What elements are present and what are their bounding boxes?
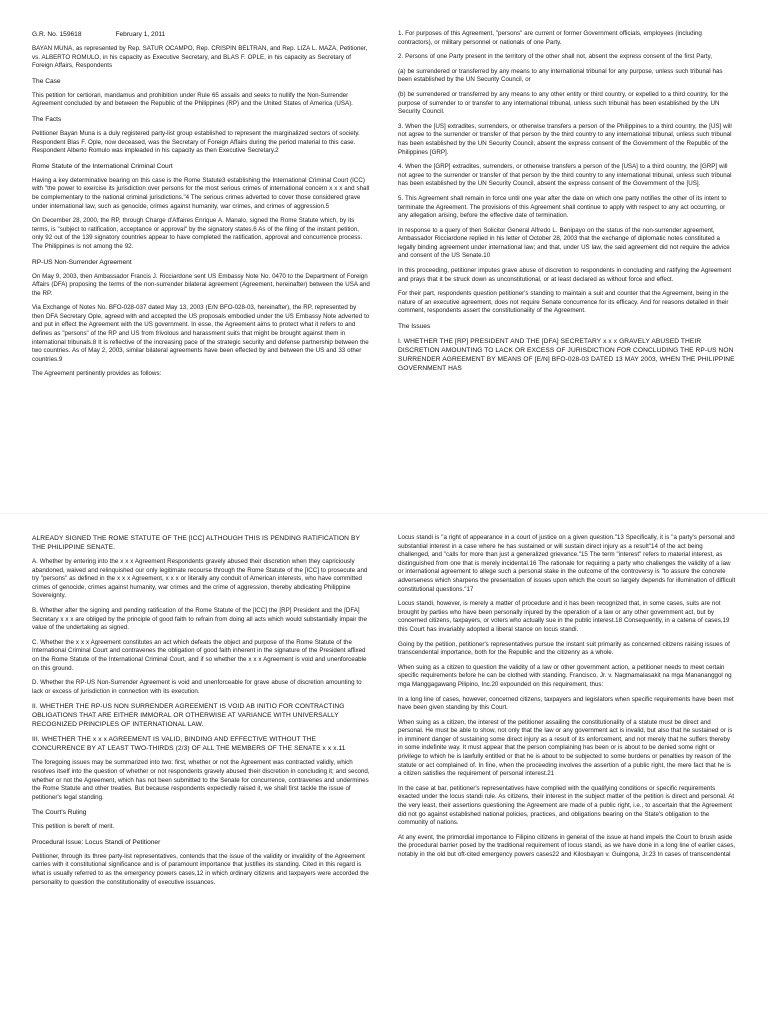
paragraph: In response to a query of then Solicitor General Alfredo L. Benipayo on the status of the non-surrender agreement, Ambassador Ricciardone replied in his letter of October 28, 2003 that the exchange of diplomatic notes constituted a legally binding agreement under international law; and that, under US law, the said agreement did not require the advice and consent of the US Senate.10 <box>398 226 730 260</box>
paragraph: On May 9, 2003, then Ambassador Francis J. Ricciardone sent US Embassy Note No. 0470 to the Department of Foreign Affairs (DFA) proposing the terms of the non-surrender bilateral agreement (Agreement, hereinafter) between the USA and the RP. <box>32 272 370 297</box>
issue-two: II. WHETHER THE RP-US NON SURRENDER AGREEMENT IS VOID AB INITIO FOR CONTRACTING OBLIGATIONS THAT ARE EITHER IMMORAL OR OTHERWISE AT VARIANCE WITH UNIVERSALLY RECOGNIZED PRINCIPLES OF INTERNATIONAL LAW. <box>32 703 345 729</box>
paragraph: On December 28, 2000, the RP, through Charge d'Affaires Enrique A. Manalo, signed the Rome Statute which, by its terms, is "subject to ratification, acceptance or approval" by the signatory states.6 As of the filing of the instant petition, only 92 out of the 139 signatory countries appear to have completed the ratification, approval and concurrence process. The Philippines is not among the 92. <box>32 217 363 250</box>
heading-courts-ruling: The Court's Ruling <box>32 809 87 817</box>
heading-the-case: The Case <box>32 77 61 85</box>
decision-date: February 1, 2011 <box>115 31 166 38</box>
paragraph: 5. This Agreement shall remain in force until one year after the date on which one party notifies the other of its intent to terminate the Agreement. The provisions of this Agreement shall continue to apply with respect to any act occurring, or any allegation arising, before the effective date of termination. <box>398 194 727 220</box>
paragraph: The foregoing issues may be summarized into two: first, whether or not the Agreement was contracted validly, which resolves itself into the question of whether or not respondents gravely abused their discretion in concluding it; and second, whether or not the Agreement, which has not been submitted to the Senate for concurrence, contravenes and undermines the Rome Statute and other treaties. But because respondents expectedly raised it, we shall first tackle the issue of petitioner's legal standing. <box>32 759 370 801</box>
paragraph: 2. Persons of one Party present in the territory of the other shall not, absent the express consent of the first Party, <box>398 53 712 61</box>
paragraph: When suing as a citizen, the interest of the petitioner assailing the constitutionality of a statute must be direct and personal. He must be able to show, not only that the law or any government act is invalid, but also that he sustained or is in imminent danger of sustaining some direct injury as a result of its enforcement, and not merely that he suffers thereby in some indefinite way. It must appear that the person complaining has been or is about to be denied some right or privilege to which he is lawfully entitled or that he is about to be subjected to some burdens or penalties by reason of the statute or act complained of. In fine, when the proceeding involves the assertion of a public right, the mere fact that he is a citizen satisfies the requirement of personal interest.21 <box>398 718 733 778</box>
paragraph: A. Whether by entering into the x x x Agreement Respondents gravely abused their discretion when they capriciously abandoned, waived and relinquished our only legitimate recourse through the Rome Statute of the [ICC] to prosecute and try "persons" as defined in the x x x Agreement, x x x or literally any conduit of American interests, who have committed crimes of genocide, crimes against humanity, war crimes and the crime of aggression, thereby abdicating Philippine Sovereignty. <box>32 558 368 600</box>
page-divider <box>0 513 768 514</box>
paragraph: This petition for certiorari, mandamus and prohibition under Rule 65 assails and seeks to nullify the Non-Surrender Agreement concluded by and between the Republic of the Philippines (RP) and the United States of America (USA). <box>32 91 353 108</box>
heading-the-issues: The Issues <box>398 323 431 331</box>
paragraph: Petitioner Bayan Muna is a duly registered party-list group established to represent the marginalized sectors of society. Respondent Blas F. Ople, now deceased, was the Secretary of Foreign Affairs during the period material to this case. Respondent Alberto Romulo was impleaded in his capacity as then Executive Secretary.2 <box>32 129 360 155</box>
paragraph: C. Whether the x x x Agreement constitutes an act which defeats the object and purpose of the Rome Statute of the International Criminal Court and contravenes the obligation of good faith inherent in the signature of the President affixed on the Rome Statute of the International Criminal Court, and if so whether the x x x Agreement is void and unenforceable on this ground. <box>32 638 367 672</box>
paragraph: In the case at bar, petitioner's representatives have complied with the qualifying conditions or specific requirements exacted under the locus standi rule. As citizens, their interest in the subject matter of the petition is direct and personal. At the very least, their assertions questioning the Agreement are made of a public right, i.e., to ascertain that the Agreement did not go against established national policies, practices, and obligations bearing on the State's obligation to the community of nations. <box>398 784 735 827</box>
paragraph: Petitioner, through its three party-list representatives, contends that the issue of the validity or invalidity of the Agreement carries with it constitutional significance and is of paramount importance that justifies its standing. Cited in this regard is what is usually referred to as the emergency powers cases,12 in which ordinary citizens and taxpayers were accorded the personality to question the constitutionality of executive issuances. <box>32 852 369 886</box>
heading-the-facts: The Facts <box>32 115 62 123</box>
heading-locus-standi: Procedural Issue: Locus Standi of Petitioner <box>32 838 161 846</box>
heading-rome-statute: Rome Statute of the International Criminal Court <box>32 162 173 170</box>
paragraph: B. Whether after the signing and pending ratification of the Rome Statute of the [ICC] the [RP] President and the [DFA] Secretary x x x are obliged by the principle of good faith to refrain from doing all acts which would substantially impair the value of the undertaking as signed. <box>32 606 367 632</box>
paragraph: When suing as a citizen to question the validity of a law or other government action, a petitioner needs to meet certain specific requirements before he can be clothed with standing. Francisco, Jr. v. Nagmamalasakit na mga Manananggol ng mga Manggagawang Pilipino, Inc.20 expounded on this requirement, thus: <box>398 663 732 688</box>
paragraph: 1. For purposes of this Agreement, "persons" are current or former Government officials, employees (including contractors), or military personnel or nationals of one Party. <box>398 30 702 46</box>
column-top-right <box>398 30 736 500</box>
paragraph: 4. When the [GRP] extradites, surrenders, or otherwise transfers a person of the [USA] to a third country, the [GRP] will not agree to the surrender or transfer of that person by the third country to any international tribunal, unless such tribunal has been established by the UN Security Council, absent the express consent of the Government of the [US]. <box>398 163 732 188</box>
paragraph: D. Whether the RP-US Non-Surrender Agreement is void and unenforceable for grave abuse of discretion amounting to lack or excess of jurisdiction in connection with its execution. <box>32 679 362 695</box>
column-top-left <box>32 30 370 500</box>
issue-one-continued: ALREADY SIGNED THE ROME STATUTE OF THE [ICC] ALTHOUGH THIS IS PENDING RATIFICATION BY THE PHILIPPINE SENATE. <box>32 535 360 551</box>
parties: BAYAN MUNA, as represented by Rep. SATUR OCAMPO, Rep. CRISPIN BELTRAN, and Rep. LIZA L. MAZA, Petitioner, vs. ALBERTO ROMULO, in his capacity as Executive Secretary, and BLAS F. OPLE, in his capacity as Secretary of Foreign Affairs, Respondents <box>32 45 368 70</box>
paragraph: The Agreement pertinently provides as follows: <box>32 370 162 378</box>
column-bottom-left <box>32 534 370 1012</box>
paragraph: This petition is bereft of merit. <box>32 823 115 831</box>
paragraph: For their part, respondents question petitioner's standing to maintain a suit and counter that the Agreement, being in the nature of an executive agreement, does not require Senate concurrence for its efficacy. And for reasons detailed in their comment, respondents assert the constitutionality of the Agreement. <box>398 290 729 315</box>
paragraph: Locus standi, however, is merely a matter of procedure and it has been recognized that, in some cases, suits are not brought by parties who have been personally injured by the operation of a law or any other government act, but by concerned citizens, taxpayers, or voters who actually sue in the public interest.18 Consequently, in a catena of cases,19 this Court has invariably adopted a liberal stance on locus standi. <box>398 600 730 633</box>
paragraph: In this proceeding, petitioner imputes grave abuse of discretion to respondents in concluding and ratifying the Agreement and prays that it be struck down as unconstitutional, or at least declared as without force and effect. <box>398 267 732 283</box>
case-header <box>32 30 370 39</box>
paragraph: (b) be surrendered or transferred by any means to any other entity or third country, or expelled to a third country, for the purpose of surrender to or transfer to any international tribunal, unless such tribunal has been established by the UN Security Council. <box>398 90 729 116</box>
paragraph: At any event, the primordial importance to Filipino citizens in general of the issue at hand impels the Court to brush aside the procedural barrier posed by the traditional requirement of locus standi, as we have done in a long line of earlier cases, notably in the old but oft-cited emergency powers cases22 and Kilosbayan v. Guingona, Jr.23 In cases of transcendental <box>398 833 736 858</box>
paragraph: Locus standi is "a right of appearance in a court of justice on a given question."13 Specifically, it is "a party's personal and substantial interest in a case where he has sustained or will sustain direct injury as a result"14 of the act being challenged, and "calls for more than just a generalized grievance."15 The term "interest" refers to material interest, as distinguished from one that is merely incidental.16 The rationale for requiring a party who challenges the validity of a law or international agreement to allege such a personal stake in the outcome of the controversy is "to assure the concrete adverseness which sharpens the presentation of issues upon which the court so largely depends for illumination of difficult constitutional questions."17 <box>398 534 736 593</box>
issue-one: I. WHETHER THE [RP] PRESIDENT AND THE [DFA] SECRETARY x x x GRAVELY ABUSED THEIR DISCRETION AMOUNTING TO LACK OR EXCESS OF JURISDICTION FOR CONCLUDING THE RP-US NON SURRENDER AGREEMENT BY MEANS OF [E/N] BFO-028-03 DATED 13 MAY 2003, WHEN THE PHILIPPINE GOVERNMENT HAS <box>398 338 735 373</box>
heading-non-surrender-agreement: RP-US Non-Surrender Agreement <box>32 258 132 266</box>
paragraph: Going by the petition, petitioner's representatives pursue the instant suit primarily as concerned citizens raising issues of transcendental importance, both for the Republic and the citizenry as a whole. <box>398 640 730 657</box>
issue-three: III. WHETHER THE x x x AGREEMENT IS VALID, BINDING AND EFFECTIVE WITHOUT THE CONCURRENCE BY AT LEAST TWO-THIRDS (2/3) OF ALL THE MEMBERS OF THE SENATE x x x.11 <box>32 736 346 753</box>
paragraph: (a) be surrendered or transferred by any means to any international tribunal for any purpose, unless such tribunal has been established by the UN Security Council, or <box>398 67 723 84</box>
column-bottom-right <box>398 534 736 1012</box>
paragraph: 3. When the [US] extradites, surrenders, or otherwise transfers a person of the Philippines to a third country, the [US] will not agree to the surrender or transfer of that person by the third country to any international tribunal, unless such tribunal has been established by the UN Security Council, absent the express consent of the Government of the Republic of the Philippines [GRP]. <box>398 122 732 156</box>
paragraph: Having a key determinative bearing on this case is the Rome Statute3 establishing the International Criminal Court (ICC) with "the power to exercise its jurisdiction over persons for the most serious crimes of international concern x x x and shall be complementary to the national criminal jurisdictions."4 The serious crimes adverted to cover those considered grave under international law, such as genocide, crimes against humanity, war crimes, and crimes of aggression.5 <box>32 176 370 210</box>
paragraph: Via Exchange of Notes No. BFO-028-037 dated May 13, 2003 (E/N BFO-028-03, hereinafter), the RP, represented by then DFA Secretary Ople, agreed with and accepted the US proposals embodied under the US Embassy Note adverted to and put in effect the Agreement with the US government. In esse, the Agreement aims to protect what it refers to and defines as "persons" of the RP and US from frivolous and harassment suits that might be brought against them in international tribunals.8 It is reflective of the increasing pace of the strategic security and defense partnership between the two countries. As of May 2, 2003, similar bilateral agreements have been effected by and between the US and 33 other countries.9 <box>32 304 370 363</box>
paragraph: In a long line of cases, however, concerned citizens, taxpayers and legislators when specific requirements have been met have been given standing by this Court. <box>398 695 734 712</box>
gr-number: G.R. No. 159618 <box>32 31 82 38</box>
